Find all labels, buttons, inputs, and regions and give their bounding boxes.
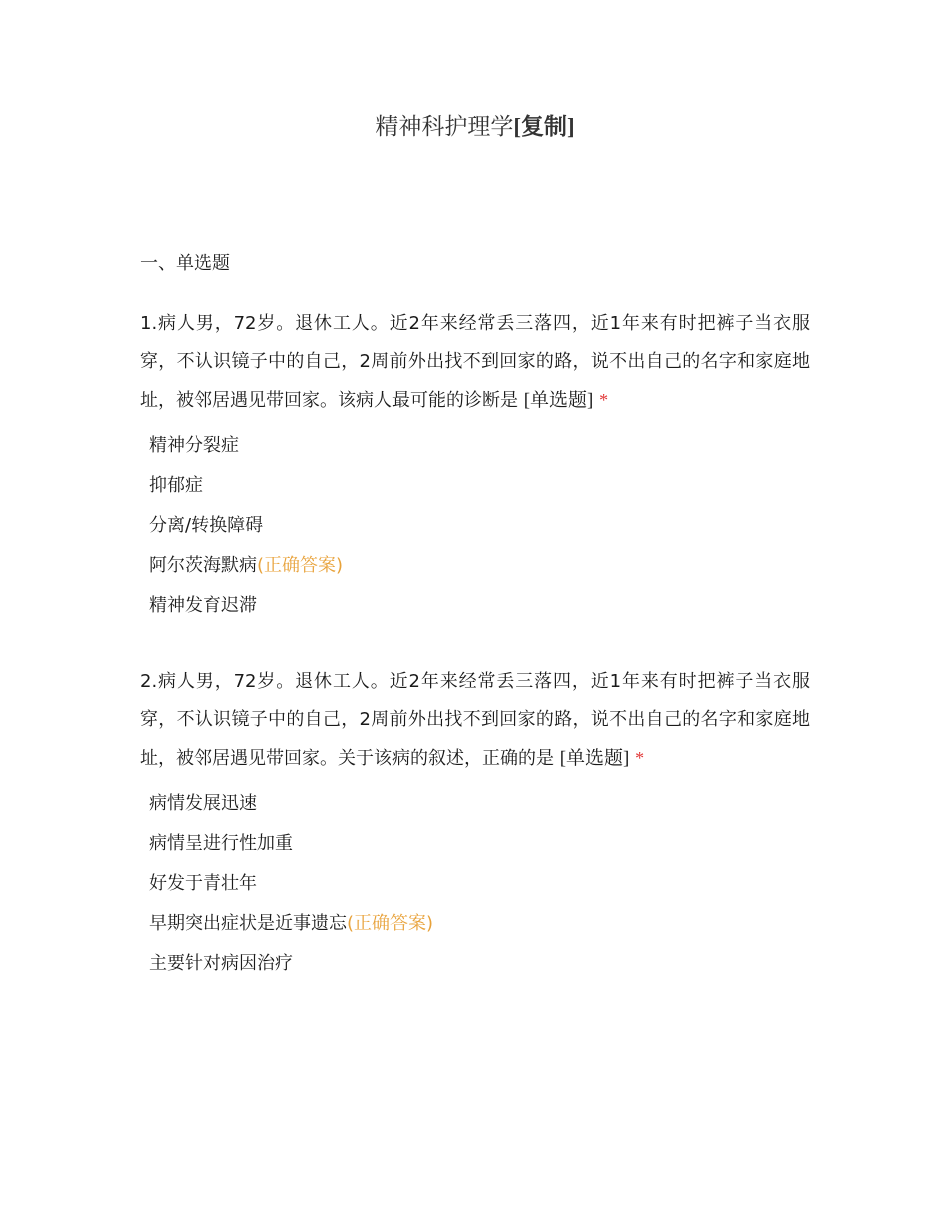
option-label: 病情呈进行性加重 xyxy=(149,833,293,854)
section-heading: 一、单选题 xyxy=(140,253,230,274)
option-item[interactable] xyxy=(149,864,810,904)
option-item[interactable] xyxy=(149,426,810,466)
option-item[interactable] xyxy=(149,546,810,586)
option-item[interactable] xyxy=(149,506,810,546)
document-title xyxy=(0,110,950,144)
title-text: 精神科护理学 xyxy=(375,114,514,140)
option-label: 精神发育迟滞 xyxy=(149,595,257,616)
option-label: 病情发展迅速 xyxy=(149,793,257,814)
option-label: 精神分裂症 xyxy=(149,435,239,456)
title-suffix: [复制] xyxy=(513,114,575,139)
option-item[interactable] xyxy=(149,904,810,944)
option-list xyxy=(140,426,810,626)
option-label: 抑郁症 xyxy=(149,475,203,496)
correct-answer-tag: (正确答案) xyxy=(257,555,344,576)
option-item[interactable] xyxy=(149,944,810,984)
option-label: 早期突出症状是近事遗忘 xyxy=(149,913,347,934)
option-label: 阿尔茨海默病 xyxy=(149,555,257,576)
question-type-label: [单选题] xyxy=(559,748,630,769)
option-label: 好发于青壮年 xyxy=(149,873,257,894)
option-item[interactable] xyxy=(149,466,810,506)
option-list xyxy=(140,784,810,984)
question-type-label: [单选题] xyxy=(523,390,594,411)
question-text: 2.病人男，72岁。退休工人。近2年来经常丢三落四，近1年来有时把裤子当衣服穿，不认识镜子中的自己，2周前外出找不到回家的路，说不出自己的名字和家庭地址，被邻居遇见带回家。关于该病的叙述，正确的是 xyxy=(140,671,810,769)
option-label: 分离/转换障碍 xyxy=(149,515,264,536)
option-item[interactable] xyxy=(149,824,810,864)
question-1 xyxy=(140,305,810,626)
question-stem xyxy=(140,305,810,420)
correct-answer-tag: (正确答案) xyxy=(347,913,434,934)
question-2 xyxy=(140,663,810,984)
option-item[interactable] xyxy=(149,784,810,824)
option-item[interactable] xyxy=(149,586,810,626)
question-stem xyxy=(140,663,810,778)
required-mark: * xyxy=(599,390,609,410)
required-mark: * xyxy=(635,748,645,768)
question-text: 1.病人男，72岁。退休工人。近2年来经常丢三落四，近1年来有时把裤子当衣服穿，不认识镜子中的自己，2周前外出找不到回家的路，说不出自己的名字和家庭地址，被邻居遇见带回家。该病人最可能的诊断是 xyxy=(140,313,810,411)
option-label: 主要针对病因治疗 xyxy=(149,953,293,974)
